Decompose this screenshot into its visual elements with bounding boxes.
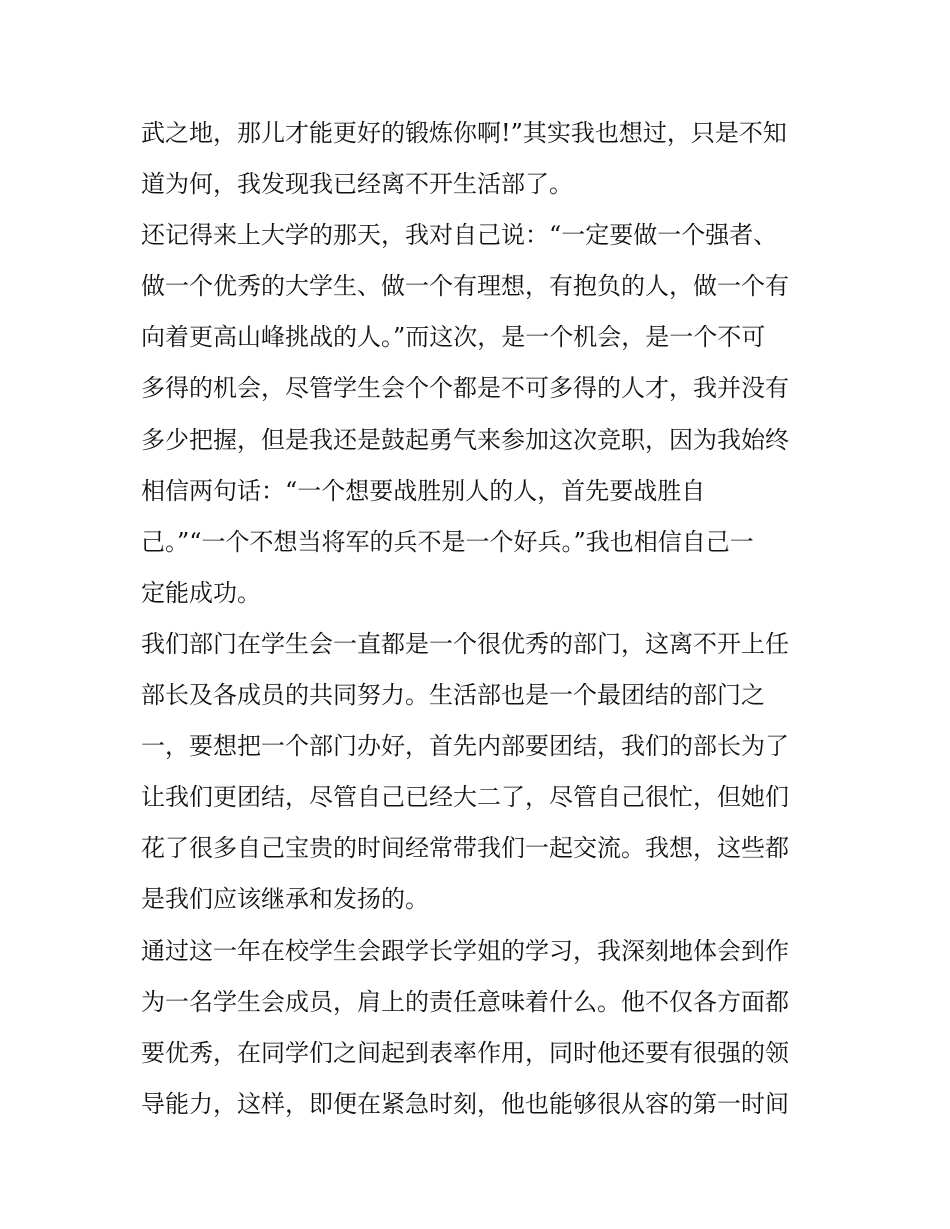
text-line: 我们部门在学生会一直都是一个很优秀的部门，这离不开上任 (141, 629, 789, 658)
text-line: 为一名学生会成员，肩上的责任意味着什么。他不仅各方面都 (141, 987, 789, 1016)
text-line: 一，要想把一个部门办好，首先内部要团结，我们的部长为了 (141, 732, 789, 761)
text-line: 还记得来上大学的那天，我对自己说：“一定要做一个强者、 (141, 221, 778, 250)
text-line: 向着更高山峰挑战的人。”而这次，是一个机会，是一个不可 (141, 323, 766, 352)
text-line: 让我们更团结，尽管自己已经大二了，尽管自己很忙，但她们 (141, 783, 789, 812)
text-line: 是我们应该继承和发扬的。 (141, 885, 429, 914)
text-line: 道为何，我发现我已经离不开生活部了。 (141, 170, 573, 199)
text-line: 己。”“一个不想当将军的兵不是一个好兵。”我也相信自己一 (141, 527, 754, 556)
text-line: 花了很多自己宝贵的时间经常带我们一起交流。我想，这些都 (141, 834, 789, 863)
text-line: 定能成功。 (141, 578, 261, 607)
text-line: 武之地，那儿才能更好的锻炼你啊!”其实我也想过，只是不知 (141, 119, 787, 147)
text-line: 导能力，这样，即便在紧急时刻，他也能够很从容的第一时间 (141, 1089, 789, 1118)
text-line: 多得的机会，尽管学生会个个都是不可多得的人才，我并没有 (141, 374, 789, 403)
body-text (141, 108, 813, 1130)
text-line: 部长及各成员的共同努力。生活部也是一个最团结的部门之 (141, 681, 765, 710)
text-line: 多少把握，但是我还是鼓起勇气来参加这次竞职，因为我始终 (141, 425, 789, 454)
text-line: 要优秀，在同学们之间起到表率作用，同时他还要有很强的领 (141, 1038, 789, 1067)
text-line: 通过这一年在校学生会跟学长学姐的学习，我深刻地体会到作 (141, 936, 789, 965)
text-line: 相信两句话：“一个想要战胜别人的人，首先要战胜自 (141, 476, 706, 505)
text-line: 做一个优秀的大学生、做一个有理想，有抱负的人，做一个有 (141, 272, 789, 301)
